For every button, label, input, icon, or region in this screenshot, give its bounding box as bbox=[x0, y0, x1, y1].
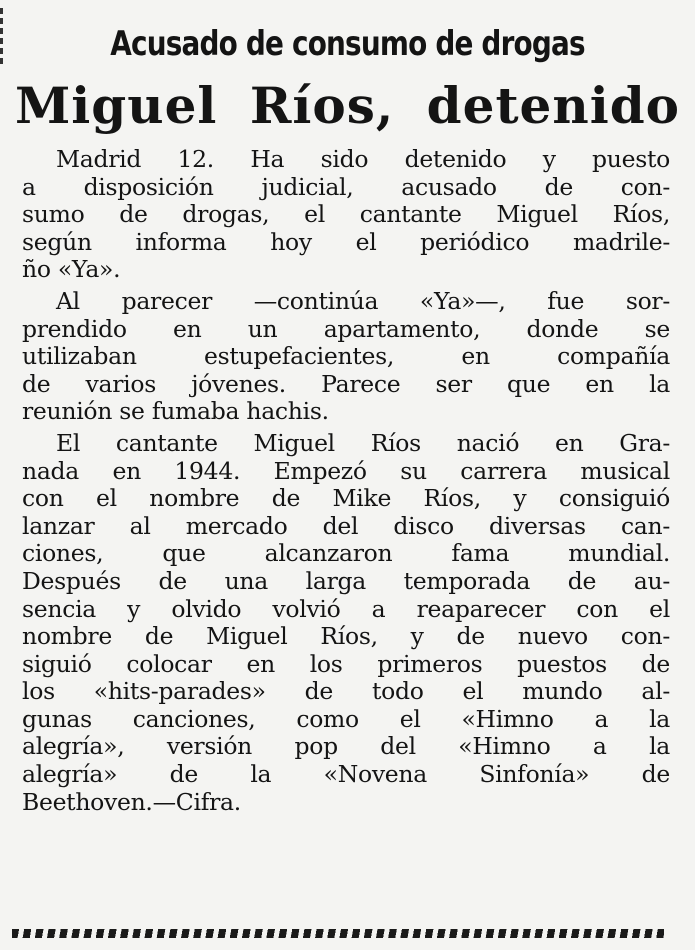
article-headline: Miguel Ríos, detenido bbox=[14, 76, 681, 135]
text-line: ño «Ya». bbox=[22, 255, 121, 284]
article-body bbox=[22, 146, 670, 816]
text-line: alegría» de la «Novena Sinfonía» de bbox=[22, 760, 670, 789]
text-line: Madrid 12. Ha sido detenido y puesto bbox=[56, 145, 670, 173]
text-line: El cantante Miguel Ríos nació en Gra- bbox=[56, 428, 670, 457]
column-edge-mark bbox=[0, 8, 3, 68]
text-line: alegría», versión pop del «Himno a la bbox=[22, 732, 670, 761]
text-line: gunas canciones, como el «Himno a la bbox=[22, 704, 670, 733]
paragraph-1 bbox=[22, 146, 670, 284]
text-line: nada en 1944. Empezó su carrera musical bbox=[22, 456, 670, 485]
text-line: ciones, que alcanzaron fama mundial. bbox=[22, 539, 670, 568]
paragraph-3 bbox=[22, 430, 670, 816]
text-line: siguió colocar en los primeros puestos de bbox=[22, 649, 670, 678]
text-line: prendido en un apartamento, donde se bbox=[22, 314, 670, 343]
text-line: con el nombre de Mike Ríos, y consiguió bbox=[22, 484, 670, 513]
text-line: sumo de drogas, el cantante Miguel Ríos, bbox=[22, 200, 670, 229]
article-kicker: Acusado de consumo de drogas bbox=[110, 24, 585, 64]
text-line: según informa hoy el periódico madrile- bbox=[22, 227, 670, 256]
decorative-rule bbox=[12, 929, 664, 938]
text-line: Al parecer —continúa «Ya»—, fue sor- bbox=[56, 286, 670, 315]
paragraph-2 bbox=[22, 288, 670, 426]
text-line: lanzar al mercado del disco diversas can- bbox=[22, 511, 670, 540]
text-line: a disposición judicial, acusado de con- bbox=[22, 172, 670, 201]
text-line: reunión se fumaba hachis. bbox=[22, 397, 329, 426]
text-line: nombre de Miguel Ríos, y de nuevo con- bbox=[22, 622, 670, 651]
text-line: sencia y olvido volvió a reaparecer con el bbox=[22, 594, 670, 623]
text-line: Beethoven.—Cifra. bbox=[22, 787, 241, 816]
text-line: utilizaban estupefacientes, en compañía bbox=[22, 342, 670, 371]
text-line: Después de una larga temporada de au- bbox=[22, 566, 670, 595]
text-line: de varios jóvenes. Parece ser que en la bbox=[22, 369, 670, 398]
text-line: los «hits-parades» de todo el mundo al- bbox=[22, 677, 670, 706]
